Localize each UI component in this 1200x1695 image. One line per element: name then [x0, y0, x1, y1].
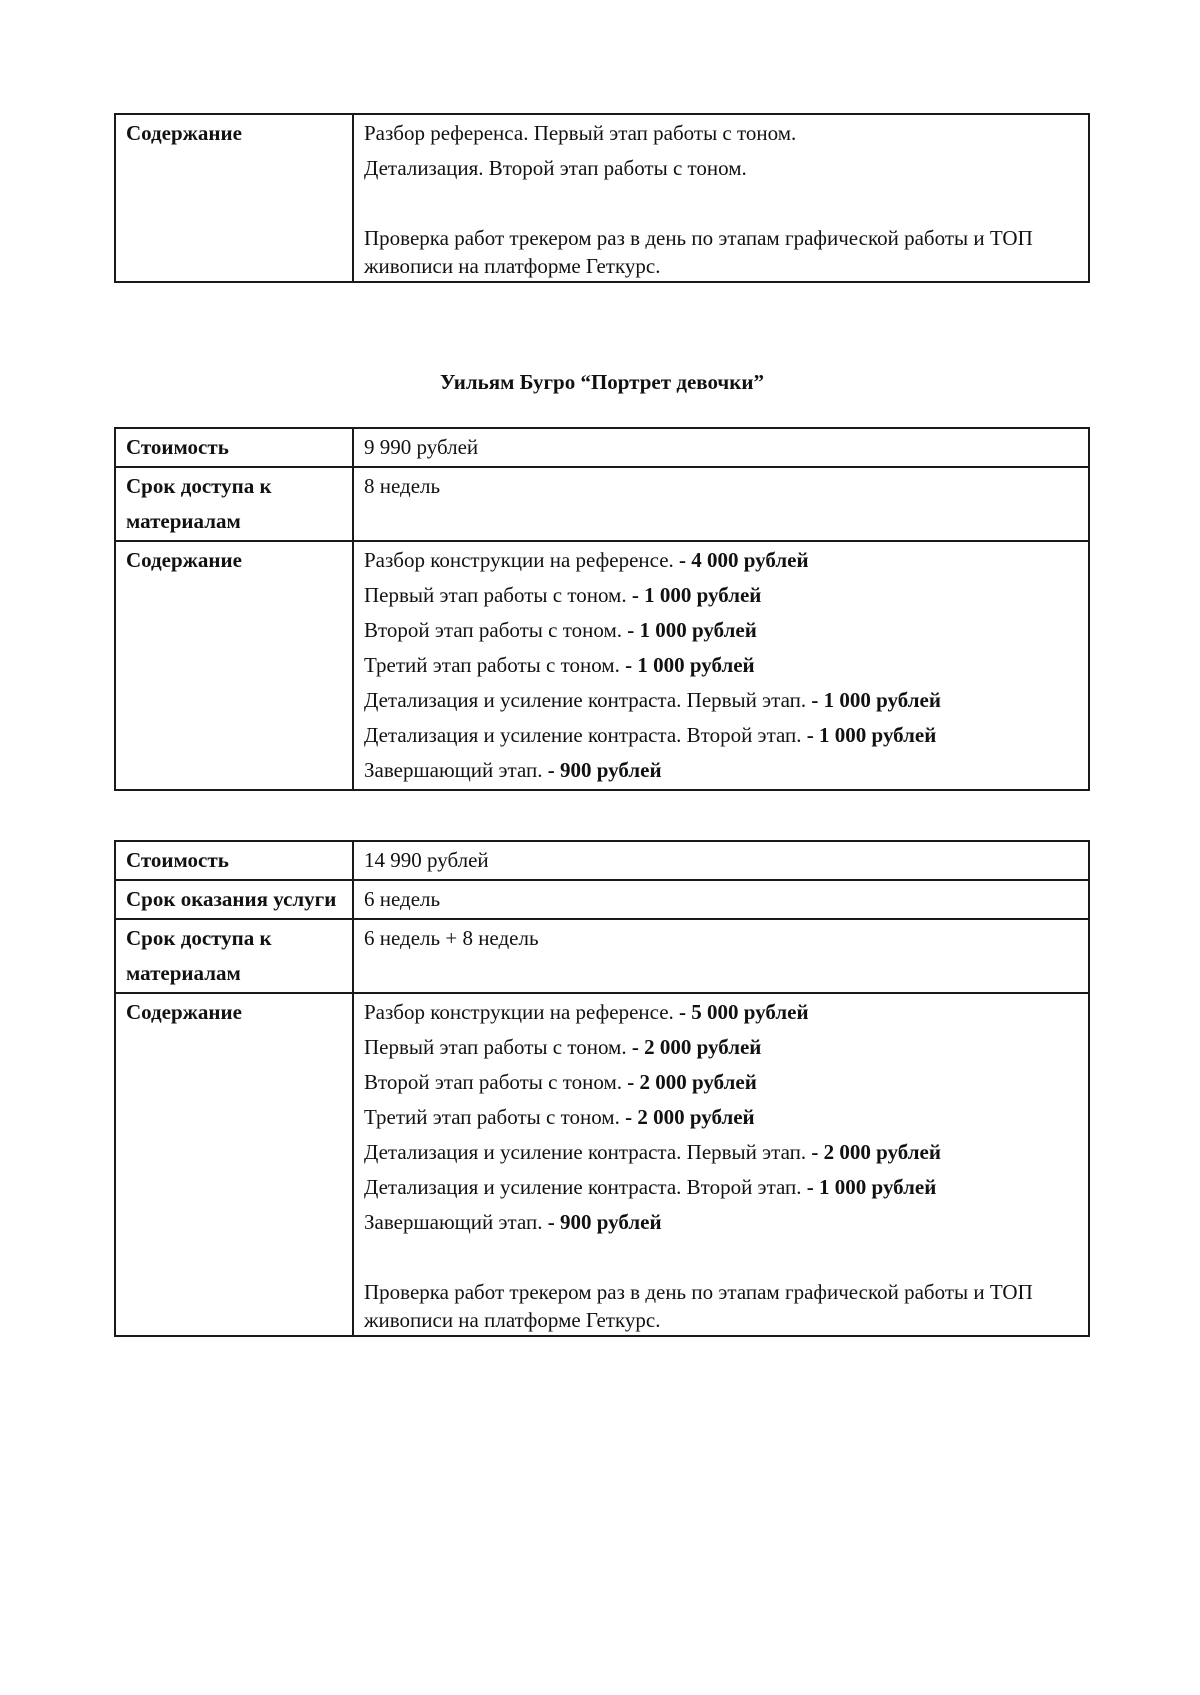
row-label: Стоимость — [115, 841, 353, 880]
line-text: Детализация и усиление контраста. Первый этап. — [364, 688, 812, 712]
line-text: Второй этап работы с тоном. — [364, 618, 628, 642]
content-line — [364, 578, 1078, 613]
table-row — [115, 919, 1089, 993]
row-value: 8 недель — [353, 467, 1089, 541]
line-text: Третий этап работы с тоном. — [364, 1105, 626, 1129]
line-price: - 1 000 рублей — [625, 653, 755, 677]
row-label: Срок оказания услуги — [115, 880, 353, 919]
content-line — [364, 1170, 1078, 1205]
content-line — [364, 543, 1078, 578]
course-table-3 — [114, 840, 1090, 1337]
content-label: Содержание — [115, 114, 353, 282]
line-price: - 2 000 рублей — [627, 1070, 757, 1094]
line-text: Первый этап работы с тоном. — [364, 583, 632, 607]
course-table-2 — [114, 427, 1090, 791]
content-line — [364, 995, 1078, 1030]
table-row — [115, 428, 1089, 467]
line-text: Завершающий этап. — [364, 758, 548, 782]
line-price: - 5 000 рублей — [679, 1000, 809, 1024]
row-value: 14 990 рублей — [353, 841, 1089, 880]
line-text: Детализация и усиление контраста. Второй этап. — [364, 723, 807, 747]
row-value: 6 недель + 8 недель — [353, 919, 1089, 993]
course-table-1 — [114, 113, 1090, 283]
content-line — [364, 613, 1078, 648]
line-price: - 1 000 рублей — [811, 688, 941, 712]
line-text: Второй этап работы с тоном. — [364, 1070, 628, 1094]
line-text: Разбор конструкции на референсе. — [364, 1000, 680, 1024]
spacer — [364, 1240, 1078, 1275]
content-cell — [353, 993, 1089, 1336]
table-row — [115, 841, 1089, 880]
content-label: Содержание — [115, 541, 353, 790]
line-price: - 4 000 рублей — [679, 548, 809, 572]
row-label: Стоимость — [115, 428, 353, 467]
content-label: Содержание — [115, 993, 353, 1336]
row-value: 6 недель — [353, 880, 1089, 919]
line-price: - 1 000 рублей — [631, 583, 762, 607]
content-line — [364, 1205, 1078, 1240]
line-price: - 2 000 рублей — [811, 1140, 941, 1164]
line-price: - 2 000 рублей — [631, 1035, 762, 1059]
content-line — [364, 1100, 1078, 1135]
row-label: Срок доступа к материалам — [115, 919, 353, 993]
table-row — [115, 880, 1089, 919]
line-price: - 1 000 рублей — [806, 1175, 937, 1199]
row-label: Срок доступа к материалам — [115, 467, 353, 541]
content-line — [364, 1135, 1078, 1170]
row-value: 9 990 рублей — [353, 428, 1089, 467]
table-row — [115, 993, 1089, 1336]
line-text: Завершающий этап. — [364, 1210, 548, 1234]
line-price: - 1 000 рублей — [627, 618, 757, 642]
line-text: Третий этап работы с тоном. — [364, 653, 626, 677]
line-text: Детализация и усиление контраста. Второй этап. — [364, 1175, 807, 1199]
table-row — [115, 541, 1089, 790]
line-price: - 900 рублей — [547, 758, 662, 782]
section-heading: Уильям Бугро “Портрет девочки” — [440, 370, 764, 394]
line-text: Детализация и усиление контраста. Первый этап. — [364, 1140, 812, 1164]
content-cell — [353, 541, 1089, 790]
content-line: Детализация. Второй этап работы с тоном. — [364, 156, 747, 180]
content-line — [364, 718, 1078, 753]
content-line — [364, 1065, 1078, 1100]
content-note: Проверка работ трекером раз в день по этапам графической работы и ТОП живописи на платформе Геткурс. — [364, 226, 1033, 278]
line-text: Разбор конструкции на референсе. — [364, 548, 680, 572]
line-text: Первый этап работы с тоном. — [364, 1035, 632, 1059]
content-line: Разбор референса. Первый этап работы с тоном. — [364, 121, 797, 145]
line-price: - 1 000 рублей — [806, 723, 937, 747]
spacer — [364, 186, 1078, 221]
content-line — [364, 1030, 1078, 1065]
content-line — [364, 683, 1078, 718]
table-row — [115, 467, 1089, 541]
table-row — [115, 114, 1089, 282]
line-price: - 2 000 рублей — [625, 1105, 755, 1129]
content-line — [364, 753, 1078, 788]
content-note: Проверка работ трекером раз в день по этапам графической работы и ТОП живописи на платформе Геткурс. — [364, 1280, 1033, 1332]
content-cell — [353, 114, 1089, 282]
content-line — [364, 648, 1078, 683]
line-price: - 900 рублей — [547, 1210, 662, 1234]
